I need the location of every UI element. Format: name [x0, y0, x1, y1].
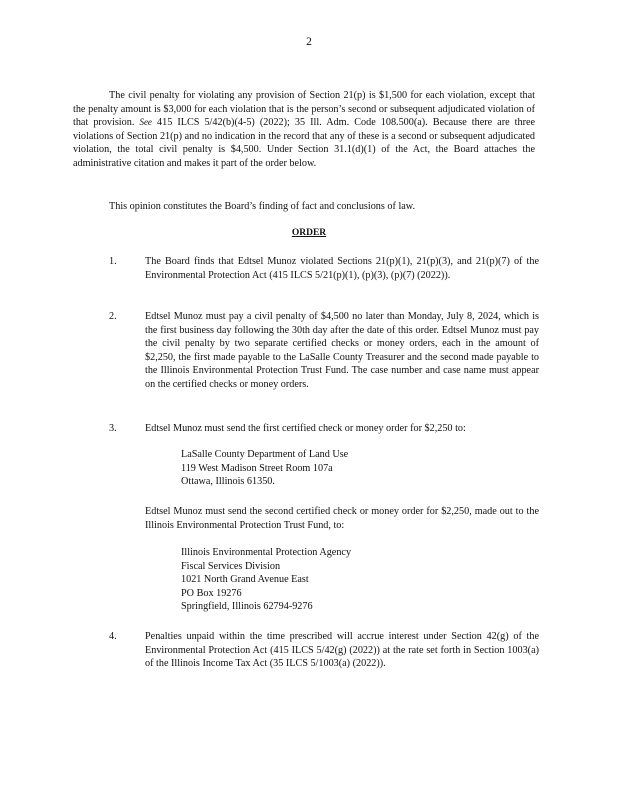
penalty-text-b: 415 ILCS 5/42(b)(4-5) (2022); 35 Ill. Adm. Code 108.500(a). Because there are three violations of Section 21(p) and no indication in the record that any of these is a second or subsequent adjudicated violation, the total civil penalty is $4,500. Under Section 31.1(d)(1) of the Act, the Board attaches the administrative citation and makes it part of the order below.: [73, 117, 536, 169]
citation-signal: See: [139, 117, 152, 128]
order-item-number: 3.: [109, 423, 117, 434]
opinion-paragraph: This opinion constitutes the Board’s finding of fact and conclusions of law.: [109, 201, 416, 212]
address-line: Ottawa, Illinois 61350.: [181, 476, 275, 488]
order-item-text: The Board finds that Edtsel Munoz violated Sections 21(p)(1), 21(p)(3), and 21(p)(7) of the Environmental Protection Act (415 ILCS 5/21(p)(1), (p)(3), (p)(7) (2022)).: [145, 256, 539, 281]
address-line: 119 West Madison Street Room 107a: [181, 462, 333, 474]
agency-address-block: [181, 546, 351, 614]
address-line: 1021 North Grand Avenue East: [181, 574, 309, 586]
order-item-number: 1.: [109, 256, 117, 267]
order-item-text: Edtsel Munoz must send the first certified check or money order for $2,250 to:: [145, 423, 466, 434]
county-address-block: [181, 448, 348, 489]
address-line: PO Box 19276: [181, 587, 242, 599]
penalty-paragraph: [73, 89, 535, 171]
address-line: Fiscal Services Division: [181, 560, 281, 572]
order-item-text: Penalties unpaid within the time prescribed will accrue interest under Section 42(g) of the Environmental Protection Act (415 ILCS 5/42(g) (2022)) at the rate set forth in Section 1003(a) of the Illinois Income Tax Act (35 ILCS 5/1003(a) (2022)).: [145, 631, 539, 670]
address-line: LaSalle County Department of Land Use: [181, 449, 349, 460]
order-item-text: Edtsel Munoz must pay a civil penalty of $4,500 no later than Monday, July 8, 2024, which is the first business day following the 30th day after the date of this order. Edtsel Munoz must pay the civil penalty by two separate certified checks or money orders, each in the amount of $2,250, the first made payable to the LaSalle County Treasurer and the second made payable to the Illinois Environmental Protection Trust Fund. The case number and case name must appear on the certified checks or money orders.: [145, 311, 539, 390]
page-number: 2: [306, 36, 312, 48]
address-line: Springfield, Illinois 62794-9276: [181, 601, 313, 613]
order-heading: ORDER: [291, 228, 327, 238]
order-item-number: 4.: [109, 631, 117, 642]
address-line: Illinois Environmental Protection Agency: [181, 547, 352, 558]
second-payment-paragraph: Edtsel Munoz must send the second certified check or money order for $2,250, made out to the Illinois Environmental Protection Trust Fund, to:: [145, 506, 539, 531]
order-item-number: 2.: [109, 311, 117, 322]
penalty-text-a: The civil penalty for violating any provision of Section 21(p) is $1,500 for each violation, except that the penalty amount is $3,000 for each violation that is the person’s second or subsequent adjudicated violation of that provision.: [73, 90, 535, 129]
